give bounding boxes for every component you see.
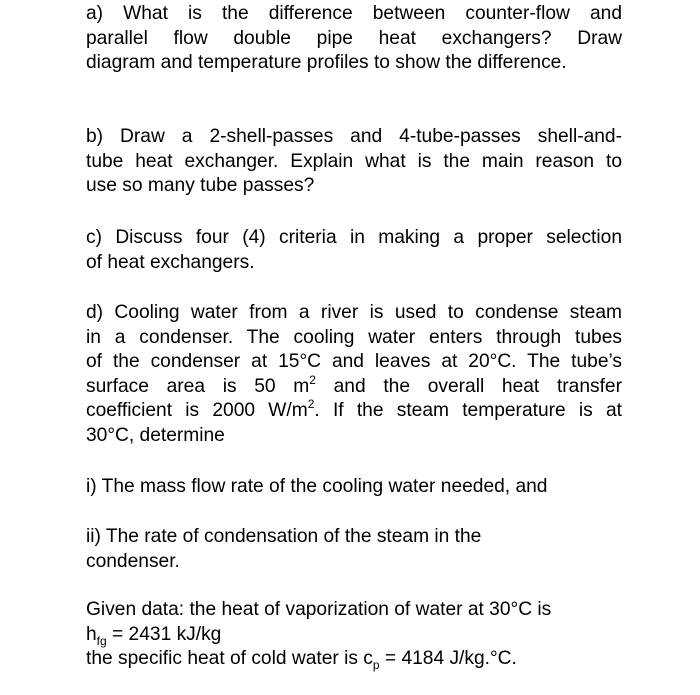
question-c-line-1: c) Discuss four (4) criteria in making a proper selection [86,227,622,248]
question-d [86,301,622,448]
question-a-line-2: parallel flow double pipe heat exchangers? Draw [86,27,622,49]
given-data-line-2: $h_{fg} = 2431$ kJ/kg [86,623,222,648]
question-b-line-2: tube heat exchanger. Explain what is the main reason to [86,150,622,172]
question-b-line-1: b) Draw a 2-shell-passes and 4-tube-passes shell-and- [86,126,622,147]
given-data-line-1: Given data: the heat of vaporization of water at 30°C is [86,599,552,620]
question-c-line-2: of heat exchangers. [86,251,255,273]
question-i-line-1: i) The mass flow rate of the cooling water needed, and [86,476,548,497]
question-ii-line-2: condenser. [86,550,180,572]
question-d-line-1: d) Cooling water from a river is used to condense steam [86,302,622,323]
question-c [86,226,622,275]
question-a [86,2,622,76]
given-data [86,598,622,672]
question-ii-line-1: ii) The rate of condensation of the steam in the [86,526,482,547]
question-a-line-1: a) What is the difference between counter-flow and [86,3,622,24]
question-b [86,125,622,199]
question-i [86,475,622,500]
question-ii [86,525,622,574]
question-d-line-6: 30°C, determine [86,424,225,446]
given-data-line-3: the specific heat of cold water is $c_p = 4184$ J/kg.°C. [86,648,517,672]
question-b-line-3: use so many tube passes? [86,175,315,196]
question-d-line-4: surface area is 50 $m^2$ and the overall heat transfer [86,372,622,397]
question-d-line-3: of the condenser at 15°C and leaves at 20°C. The tube’s [86,351,622,372]
question-d-line-2: in a condenser. The cooling water enters through tubes [86,326,622,348]
question-d-line-5: coefficient is 2000 $W/m^2$. If the steam temperature is at [86,397,622,421]
question-a-line-3: diagram and temperature profiles to show the difference. [86,52,567,73]
